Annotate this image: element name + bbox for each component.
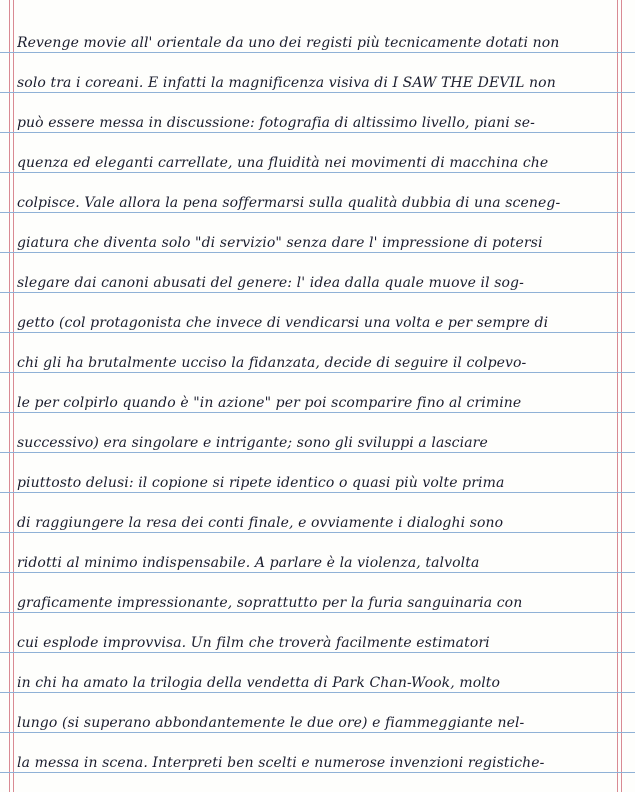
handwritten-line: successivo) era singolare e intrigante; sono gli sviluppi a lasciare [17, 435, 488, 451]
handwritten-line: solo tra i coreani. E infatti la magnificenza visiva di I SAW THE DEVIL non [17, 75, 556, 91]
handwritten-line: giatura che diventa solo "di servizio" senza dare l' impressione di potersi [17, 235, 543, 251]
left-margin-line [9, 0, 10, 792]
handwritten-line: in chi ha amato la trilogia della vendetta di Park Chan-Wook, molto [17, 675, 501, 691]
handwritten-line: piuttosto delusi: il copione si ripete identico o quasi più volte prima [17, 475, 505, 491]
handwritten-line: la messa in scena. Interpreti ben scelti e numerose invenzioni registiche- [17, 755, 545, 771]
handwritten-line: cui esplode improvvisa. Un film che troverà facilmente estimatori [17, 635, 490, 651]
handwritten-line: colpisce. Vale allora la pena soffermarsi sulla qualità dubbia di una sceneg- [17, 195, 561, 211]
right-margin-line [617, 0, 618, 792]
right-margin-line-outer [621, 0, 622, 792]
left-margin-line-inner [13, 0, 14, 792]
handwritten-line: di raggiungere la resa dei conti finale, e ovviamente i dialoghi sono [17, 515, 504, 531]
handwritten-line: può essere messa in discussione: fotografia di altissimo livello, piani se- [17, 115, 535, 131]
handwritten-line: chi gli ha brutalmente ucciso la fidanzata, decide di seguire il colpevo- [17, 355, 527, 371]
handwritten-line: getto (col protagonista che invece di vendicarsi una volta e per sempre di [17, 315, 549, 331]
handwritten-line: ridotti al minimo indispensabile. A parlare è la violenza, talvolta [17, 555, 480, 571]
handwritten-line: le per colpirlo quando è "in azione" per poi scomparire fino al crimine [17, 395, 522, 411]
handwritten-line: lungo (si superano abbondantemente le due ore) e fiammeggiante nel- [17, 715, 525, 731]
handwritten-line: quenza ed eleganti carrellate, una fluidità nei movimenti di macchina che [17, 155, 549, 171]
handwritten-line: graficamente impressionante, soprattutto per la furia sanguinaria con [17, 595, 523, 611]
handwritten-line: Revenge movie all' orientale da uno dei registi più tecnicamente dotati non [17, 35, 560, 51]
handwritten-line: slegare dai canoni abusati del genere: l' idea dalla quale muove il sog- [17, 275, 524, 291]
